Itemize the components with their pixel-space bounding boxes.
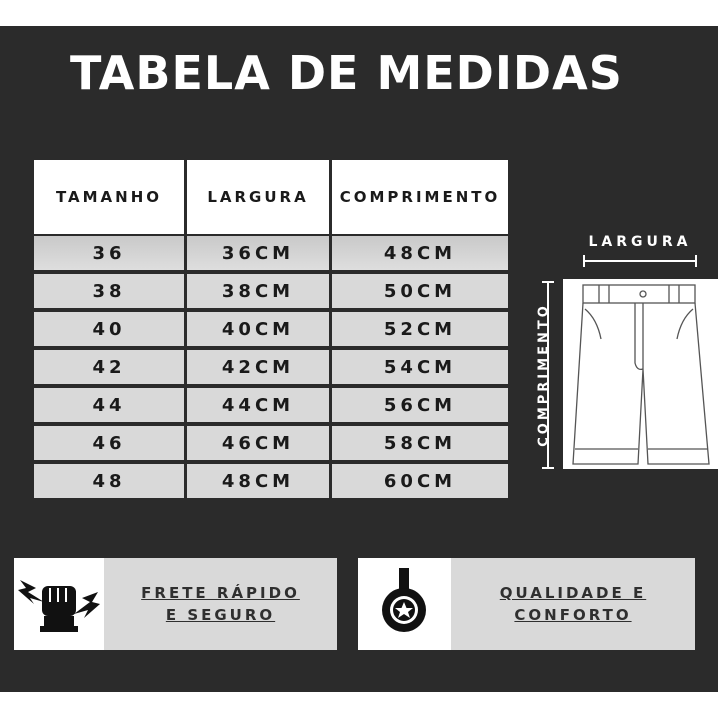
header-comprimento: COMPRIMENTO [332,160,508,234]
badge-quality [358,558,695,650]
length-dimension-line [541,278,555,472]
header-tamanho: TAMANHO [34,160,184,234]
table-cell: 36 [34,236,184,270]
table-cell: 42 [34,350,184,384]
badge-shipping [14,558,337,650]
table-cell: 54CM [332,350,508,384]
table-cell: 40 [34,312,184,346]
table-cell: 36CM [187,236,329,270]
badge-text-line: QUALIDADE E [499,584,647,602]
table-cell: 38CM [187,274,329,308]
badge-icon-box [14,558,104,650]
table-cell: 46CM [187,426,329,460]
table-cell: 46 [34,426,184,460]
table-cell: 56CM [332,388,508,422]
table-cell: 38 [34,274,184,308]
table-cell: 58CM [332,426,508,460]
badge-text-line: FRETE RÁPIDO [141,584,300,602]
table-cell: 44CM [187,388,329,422]
lightning-fist-icon [14,558,104,650]
table-cell: 44 [34,388,184,422]
badge-text-line: E SEGURO [165,606,276,624]
table-cell: 42CM [187,350,329,384]
table-cell: 48CM [187,464,329,498]
table-cell: 50CM [332,274,508,308]
quality-seal-icon [358,558,451,650]
table-cell: 52CM [332,312,508,346]
table-cell: 48 [34,464,184,498]
length-label-text: COMPRIMENTO [536,303,552,447]
shorts-icon [563,279,718,469]
table-cell: 40CM [187,312,329,346]
badge-icon-box [358,558,451,650]
width-label: LARGURA [588,234,692,250]
table-cell: 48CM [332,236,508,270]
width-dimension-line [580,254,700,268]
table-cell: 60CM [332,464,508,498]
badge-text-line: CONFORTO [514,606,632,624]
badge-text-box [104,558,337,650]
badge-text-box [451,558,695,650]
header-largura: LARGURA [187,160,329,234]
shorts-image [563,279,718,469]
page-title: TABELA DE MEDIDAS [70,46,623,100]
